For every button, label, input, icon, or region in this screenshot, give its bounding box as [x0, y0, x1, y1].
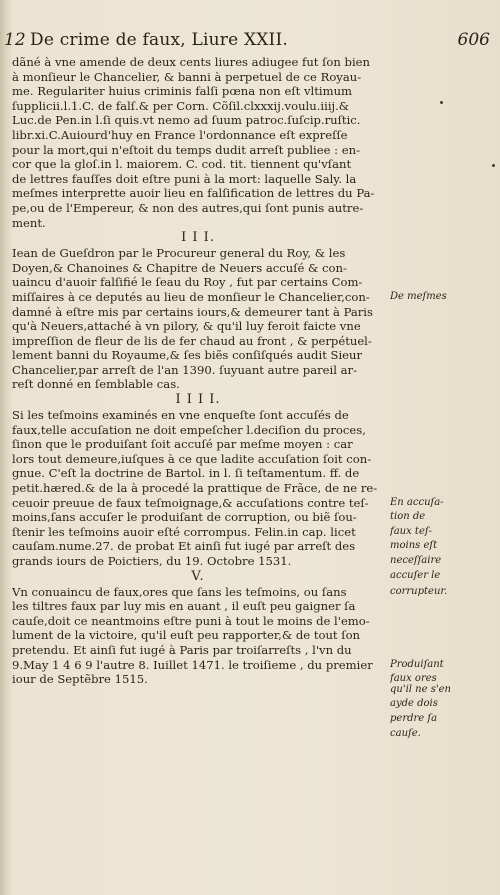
folio-number: 606 [457, 30, 490, 50]
text-line: cauſam.nume.27. de probat Et ainſi fut iugé par arreſt des [12, 539, 356, 554]
text-line: dãné à vne amende de deux cents liures adiugee fut ſon bien [12, 55, 371, 69]
marginal-dot-mark [492, 164, 495, 167]
text-line: Vn conuaincu de faux,ores que ſans les teſmoins, ou ſans [12, 584, 347, 599]
text-line: pretendu. Et ainſi fut iugé à Paris par troiſarreſts , l'vn du [12, 642, 352, 657]
text-line: miſſaires à ce deputés au lieu de monſieur le Chancelier,con- [12, 289, 370, 304]
text-line: moins,ſans accuſer le produiſant de corruption, ou biẽ ſou- [12, 510, 357, 525]
text-line: ſupplicii.l.1.C. de falſ.& per Corn. Cõſil.clxxxij.voulu.iiij.& [12, 98, 350, 113]
text-line: Luc.de Pen.in l.ſi quis.vt nemo ad ſuum patroc.ſuſcip.ruſtic. [12, 113, 361, 128]
margin-note: cauſe. [390, 727, 421, 739]
main-text-column [12, 55, 384, 687]
margin-note: accuſer le [390, 570, 441, 581]
section-number: I I I I. [175, 392, 221, 408]
text-line: gnue. C'eſt la doctrine de Bartol. in l. ſi teſtamentum. ff. de [12, 466, 360, 481]
text-line: lors tout demeure,iuſques à ce que ladite accuſation ſoit con- [12, 451, 372, 466]
margin-note: perdre ſa [390, 713, 438, 724]
running-header [4, 30, 490, 56]
text-line: Si les teſmoins examinés en vne enqueſte ſont accuſés de [12, 408, 349, 423]
section-number: I I I. [181, 230, 215, 246]
text-line: à monſieur le Chancelier, & banni à perpetuel de ce Royau- [12, 69, 362, 84]
text-line: les tiltres faux par luy mis en auant , il euſt peu gaigner ſa [12, 599, 356, 614]
text-line: faux,telle accuſation ne doit empeſcher l.deciſion du proces, [12, 422, 366, 437]
text-line: petit.hæred.& de la à procedé la prattique de Frãce, de ne re- [12, 481, 378, 496]
text-line: qu'à Neuers,attaché à vn pilory, & qu'il luy feroit faicte vne [12, 319, 361, 334]
text-line: ceuoir preuue de faux teſmoignage,& accuſations contre teſ- [12, 495, 369, 510]
margin-note: ayde dois [390, 698, 438, 710]
margin-note: tion de [390, 511, 426, 522]
text-line: iour de Septẽbre 1515. [12, 672, 148, 687]
text-line: damné à eſtre mis par certains iours,& demeurer tant à Paris [12, 304, 373, 319]
text-line: cauſe,doit ce neantmoins eſtre puni à tout le moins de l'emo- [12, 613, 370, 628]
text-line: reſt donné en ſemblable cas. [12, 377, 180, 392]
text-line: Iean de Gueſdron par le Procureur general du Roy, & les [12, 246, 346, 261]
margin-note: faux teſ- [390, 526, 432, 537]
margin-note: neceſſaire [390, 555, 442, 566]
margin-note: moins eſt [390, 540, 438, 551]
text-line: lument de la victoire, qu'il euſt peu rapporter,& de tout ſon [12, 628, 361, 643]
margin-note: Produiſant [390, 659, 444, 670]
text-line: cor que la gloſ.in l. maiorem. C. cod. tit. tiennent qu'vſant [12, 157, 352, 172]
text-line: meſmes interprette auoir lieu en falſification de lettres du Pa- [12, 186, 375, 201]
margin-note: En accuſa- [390, 497, 444, 508]
text-line: de lettres fauſſes doit eſtre puni à la mort: laquelle Saly. la [12, 171, 357, 186]
page-number: 12 [4, 30, 26, 50]
text-line: libr.xi.C.Auiourd'huy en France l'ordonnance eſt expreſſe [12, 127, 348, 142]
text-line: pe,ou de l'Empereur, & non des autres,qui ſont punis autre- [12, 200, 364, 215]
text-line: impreſſion de fleur de lis de fer chaud au front , & perpétuel- [12, 333, 372, 348]
section-number: V. [191, 568, 205, 584]
margin-note: qu'il ne s'en [390, 683, 451, 695]
text-line: lement banni du Royaume,& ſes biẽs conſiſqués audit Sieur [12, 348, 363, 363]
marginal-dot-mark [440, 101, 443, 104]
margin-note: De meſmes [390, 291, 447, 302]
text-line: ſinon que le produiſant ſoit accuſé par meſme moyen : car [12, 437, 353, 452]
text-line: Doyen,& Chanoines & Chapitre de Neuers accuſé & con- [12, 260, 347, 275]
margin-note: corrupteur. [390, 586, 448, 597]
text-line: ment. [12, 215, 46, 230]
text-line: ſtenir les teſmoins auoir eſté corrompus. Felin.in cap. licet [12, 524, 356, 539]
text-line: grands iours de Poictiers, du 19. Octobre 1531. [12, 554, 292, 568]
running-title: De crime de faux, Liure XXII. [30, 30, 288, 50]
text-line: 9.May 1 4 6 9 l'autre 8. Iuillet 1471. le troiſieme , du premier [12, 657, 373, 672]
margin-note: faux ores [390, 673, 437, 684]
text-line: pour la mort,qui n'eſtoit du temps dudit arreſt publiee : en- [12, 142, 361, 157]
text-line: Chancelier,par arreſt de l'an 1390. ſuyuant autre pareil ar- [12, 362, 357, 377]
text-line: me. Regulariter huius criminis falſi pœna non eſt vltimum [12, 84, 353, 99]
text-line: uaincu d'auoir falſifié le ſeau du Roy , fut par certains Com- [12, 275, 363, 290]
